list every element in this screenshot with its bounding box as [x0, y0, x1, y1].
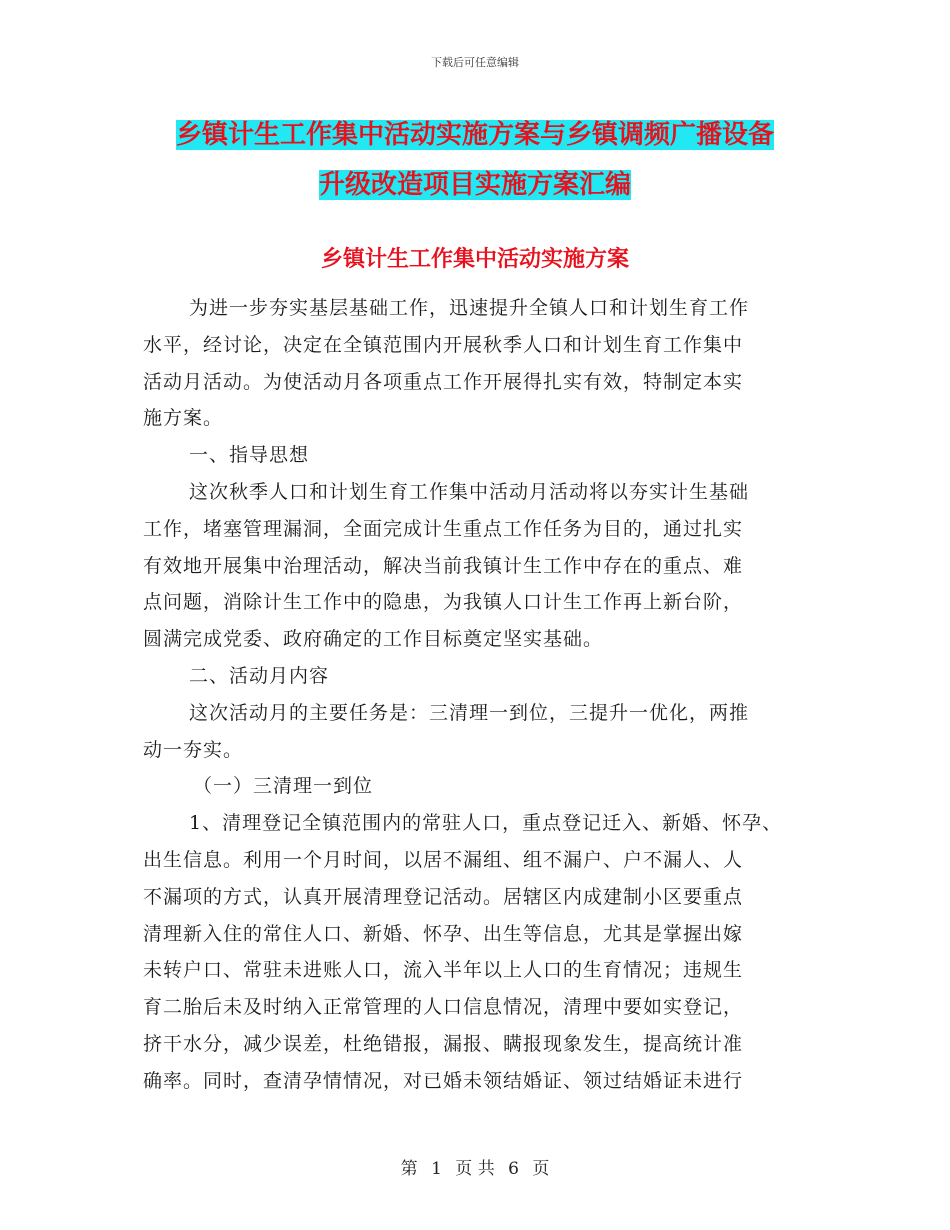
paragraph-line: 育二胎后未及时纳入正常管理的人口信息情况，清理中要如实登记，	[143, 996, 744, 1019]
paragraph-line: 圆满完成党委、政府确定的工作目标奠定坚实基础。	[143, 628, 604, 651]
paragraph-line: 活动月活动。为使活动月各项重点工作开展得扎实有效，特制定本实	[143, 370, 744, 393]
page-suffix: 页	[532, 1159, 550, 1179]
heading-line: 一、指导思想	[189, 444, 310, 467]
page-prefix: 第	[400, 1159, 418, 1179]
paragraph-line: 未转户口、常驻未进账人口，流入半年以上人口的生育情况；违规生	[143, 959, 744, 982]
paragraph-line: 施方案。	[143, 407, 224, 430]
title-line-2: 升级改造项目实施方案汇编	[318, 170, 631, 200]
page-total: 6	[508, 1159, 519, 1179]
paragraph-line: 挤干水分，减少误差，杜绝错报，漏报、瞒报现象发生，提高统计准	[143, 1032, 744, 1055]
paragraph-line: 水平，经讨论，决定在全镇范围内开展秋季人口和计划生育工作集中	[143, 333, 744, 356]
paragraph-line: 点问题，消除计生工作中的隐患，为我镇人口计生工作再上新台阶，	[143, 591, 744, 614]
page-footer	[0, 1154, 950, 1179]
paragraph-line: 确率。同时，查清孕情情况，对已婚未领结婚证、领过结婚证未进行	[143, 1069, 744, 1092]
page-number: 1	[431, 1159, 442, 1179]
title-line-1: 乡镇计生工作集中活动实施方案与乡镇调频广播设备	[175, 120, 774, 150]
paragraph-line: 出生信息。利用一个月时间，以居不漏组、组不漏户、户不漏人、人	[143, 848, 744, 871]
paragraph-line: 动一夯实。	[143, 738, 244, 761]
paragraph-line: 有效地开展集中治理活动，解决当前我镇计生工作中存在的重点、难	[143, 554, 744, 577]
paragraph-line: 1、清理登记全镇范围内的常驻人口，重点登记迁入、新婚、怀孕、	[189, 812, 783, 835]
heading-line: 二、活动月内容	[189, 664, 330, 687]
paragraph-line: 工作，堵塞管理漏洞，全面完成计生重点工作任务为目的，通过扎实	[143, 517, 744, 540]
subheading-line: （一）三清理一到位	[193, 775, 374, 798]
header-note: 下载后可任意编辑	[431, 56, 519, 69]
page-mid: 页 共	[455, 1159, 495, 1179]
body-text	[143, 290, 828, 1100]
document-title	[0, 110, 950, 210]
paragraph-line: 这次秋季人口和计划生育工作集中活动月活动将以夯实计生基础	[189, 480, 750, 503]
section-title: 乡镇计生工作集中活动实施方案	[320, 246, 629, 272]
paragraph-line: 为进一步夯实基层基础工作，迅速提升全镇人口和计划生育工作	[189, 297, 750, 319]
paragraph-line: 清理新入住的常住人口、新婚、怀孕、出生等信息，尤其是掌握出嫁	[143, 922, 744, 945]
paragraph-line: 这次活动月的主要任务是：三清理一到位，三提升一优化，两推	[189, 701, 750, 724]
paragraph-line: 不漏项的方式，认真开展清理登记活动。居辖区内成建制小区要重点	[143, 885, 744, 908]
